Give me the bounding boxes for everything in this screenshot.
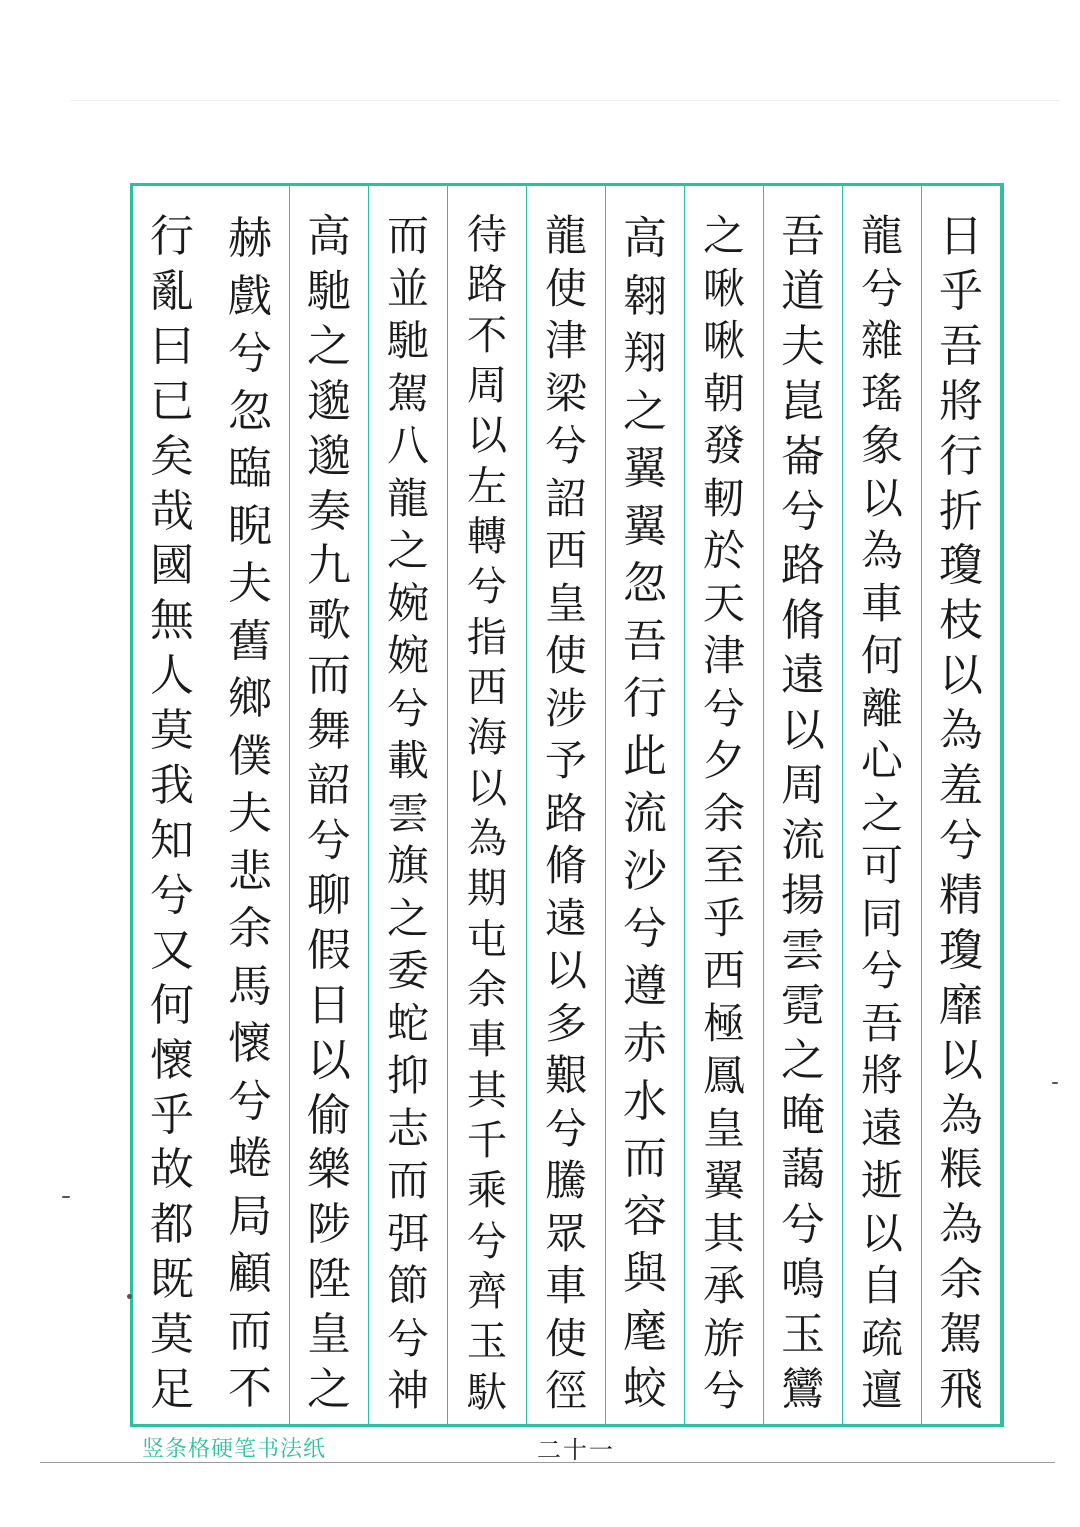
handwritten-character: 沙 [623,845,667,897]
handwritten-character: 蛇 [386,998,429,1048]
column-text [922,210,1000,1418]
handwritten-character: 鳴 [781,1254,825,1306]
handwritten-character: 邈 [307,375,351,427]
handwritten-character: 蜷 [228,1133,272,1185]
handwritten-character: 周 [781,760,825,812]
handwritten-character: 偷 [307,1089,351,1141]
handwritten-character: 兮 [781,485,825,537]
handwritten-character: 千 [466,1117,508,1164]
handwritten-character: 流 [781,814,825,866]
handwritten-character: 遠 [860,1103,903,1153]
handwritten-character: 雜 [860,316,903,366]
handwritten-character: 而 [386,1156,429,1206]
column-text [527,210,605,1418]
handwritten-character: 僕 [228,730,272,782]
handwritten-character: 婉 [386,631,429,681]
handwritten-character: 津 [702,631,745,681]
handwritten-character: 西 [544,526,587,576]
handwritten-character: 龍 [386,473,429,523]
handwritten-character: 吾 [939,320,983,372]
handwritten-character: 駕 [939,1309,983,1361]
handwritten-character: 九 [307,540,351,592]
handwritten-character: 翱 [623,270,667,322]
grid-column [290,186,369,1424]
handwritten-character: 節 [386,1261,429,1311]
handwritten-character: 以 [466,765,508,812]
handwritten-character: 乎 [702,893,745,943]
handwritten-character: 兮 [544,421,587,471]
handwritten-character: 臨 [228,443,272,495]
handwritten-character: 以 [544,946,587,996]
handwritten-character: 騰 [544,1156,587,1206]
grid-column [527,186,606,1424]
scan-speck [127,1294,132,1299]
handwritten-character: 遠 [544,893,587,943]
grid-column [764,186,843,1424]
handwritten-character: 皇 [702,1103,745,1153]
handwritten-character: 忽 [228,385,272,437]
handwritten-character: 吾 [860,998,903,1048]
handwritten-character: 為 [939,705,983,757]
handwritten-character: 詔 [544,473,587,523]
handwritten-character: 陟 [307,1199,351,1251]
handwritten-character: 至 [702,841,745,891]
handwritten-character: 之 [386,893,429,943]
handwritten-character: 神 [386,1366,429,1416]
handwritten-character: 故 [150,1144,194,1196]
handwritten-character: 人 [150,650,194,702]
handwritten-character: 予 [544,736,587,786]
handwritten-character: 乘 [466,1168,508,1215]
handwritten-character: 瓊 [939,540,983,592]
handwritten-character: 將 [939,375,983,427]
handwritten-character: 發 [702,421,745,471]
handwritten-character: 而 [386,211,429,260]
handwritten-character: 逝 [860,1156,903,1206]
column-text [133,210,211,1418]
handwritten-character: 涉 [544,683,587,733]
handwritten-character: 揚 [781,869,825,921]
handwritten-character: 志 [386,1103,429,1153]
handwritten-character: 婉 [386,578,429,628]
column-text [369,210,447,1418]
handwritten-character: 舊 [228,615,272,667]
handwritten-character: 為 [939,1089,983,1141]
handwritten-character: 使 [544,1313,587,1363]
handwritten-character: 梁 [544,368,587,418]
handwritten-character: 國 [150,540,194,592]
handwritten-character: 兮 [702,683,745,733]
handwritten-character: 乎 [939,265,983,317]
scan-speck [1052,1082,1058,1084]
handwritten-character: 容 [623,1190,667,1242]
handwritten-character: 蛟 [623,1363,667,1415]
grid-column [133,186,211,1424]
handwritten-character: 翼 [623,500,667,552]
handwritten-character: 崑 [781,375,825,427]
handwritten-character: 翼 [623,443,667,495]
paper-type-label: 竖条格硬笔书法纸 [142,1437,327,1462]
handwritten-character: 而 [623,1133,667,1185]
handwritten-character: 兮 [150,869,194,921]
handwritten-character: 路 [781,540,825,592]
handwritten-character: 馬 [228,960,272,1012]
handwritten-character: 左 [466,463,508,510]
handwritten-character: 吾 [781,211,825,262]
handwritten-character: 之 [307,1364,351,1416]
column-text [448,210,526,1418]
handwritten-character: 瓊 [939,924,983,976]
handwritten-character: 而 [228,1305,272,1357]
handwritten-character: 以 [939,1034,983,1086]
handwritten-character: 夫 [781,320,825,372]
handwritten-character: 以 [466,413,508,460]
handwritten-character: 皇 [544,578,587,628]
handwritten-character: 屯 [466,916,508,963]
handwritten-character: 行 [150,211,194,262]
handwritten-character: 夫 [228,788,272,840]
handwritten-character: 兮 [386,1313,429,1363]
handwritten-character: 徑 [544,1366,587,1416]
handwritten-character: 聊 [307,869,351,921]
column-text [843,210,921,1418]
handwritten-character: 高 [623,213,667,264]
column-text [606,210,684,1418]
handwritten-character: 余 [466,966,508,1013]
handwritten-character: 假 [307,924,351,976]
handwritten-character: 之 [307,320,351,372]
handwritten-character: 西 [466,664,508,711]
handwritten-character: 齊 [466,1268,508,1315]
handwritten-character: 馳 [386,316,429,366]
handwritten-character: 陞 [307,1254,351,1306]
handwritten-character: 津 [544,316,587,366]
handwritten-character: 何 [860,631,903,681]
handwritten-character: 朝 [702,368,745,418]
handwritten-character: 旗 [386,841,429,891]
handwritten-character: 駕 [386,368,429,418]
scan-edge-top [70,100,1060,101]
handwritten-character: 軔 [702,473,745,523]
handwritten-character: 指 [466,614,508,661]
handwritten-character: 莫 [150,705,194,757]
handwritten-character: 羞 [939,760,983,812]
handwritten-character: 鳳 [702,1051,745,1101]
handwritten-character: 赫 [228,213,272,264]
handwritten-character: 可 [860,841,903,891]
handwritten-character: 日 [307,979,351,1031]
handwritten-character: 兮 [544,1103,587,1153]
handwritten-character: 車 [544,1261,587,1311]
handwritten-character: 枝 [939,595,983,647]
handwritten-character: 之 [781,1034,825,1086]
handwritten-character: 此 [623,730,667,782]
handwritten-character: 將 [860,1051,903,1101]
handwritten-character: 莫 [150,1309,194,1361]
column-text [685,210,763,1418]
handwritten-character: 悲 [228,845,272,897]
handwritten-character: 高 [307,211,351,262]
handwritten-character: 載 [386,736,429,786]
handwritten-character: 曰 [150,320,194,372]
handwritten-character: 不 [228,1363,272,1415]
scan-edge-bottom [40,1462,1055,1463]
handwritten-character: 弭 [386,1208,429,1258]
handwritten-character: 脩 [544,841,587,891]
handwritten-character: 兮 [228,1075,272,1127]
page-number: 二十一 [537,1436,615,1464]
handwritten-character: 路 [466,262,508,309]
handwritten-character: 期 [466,866,508,913]
handwritten-character: 極 [702,998,745,1048]
handwritten-character: 自 [860,1261,903,1311]
handwritten-character: 其 [466,1067,508,1114]
handwritten-character: 都 [150,1199,194,1251]
handwritten-character: 艱 [544,1051,587,1101]
calligraphy-grid [130,183,1004,1427]
handwritten-character: 麾 [623,1305,667,1357]
handwritten-character: 哉 [150,485,194,537]
handwritten-character: 邈 [307,430,351,482]
handwritten-character: 為 [860,526,903,576]
handwritten-character: 懷 [150,1034,194,1086]
handwritten-character: 足 [150,1364,194,1416]
handwritten-character: 夕 [702,736,745,786]
handwritten-character: 吾 [623,615,667,667]
handwritten-character: 兮 [939,814,983,866]
handwritten-character: 兮 [228,328,272,380]
handwritten-character: 以 [939,650,983,702]
handwritten-character: 以 [860,1208,903,1258]
handwritten-character: 粻 [939,1144,983,1196]
handwritten-character: 多 [544,998,587,1048]
handwritten-character: 余 [228,903,272,955]
handwritten-character: 崙 [781,430,825,482]
grid-column [211,186,290,1424]
handwritten-character: 遵 [623,960,667,1012]
handwritten-character: 眾 [544,1208,587,1258]
handwritten-character: 待 [466,212,508,258]
handwritten-character: 兮 [860,946,903,996]
grid-column [843,186,922,1424]
handwritten-character: 睨 [228,500,272,552]
handwritten-character: 顧 [228,1248,272,1300]
handwritten-character: 兮 [386,683,429,733]
handwritten-character: 雲 [386,788,429,838]
handwritten-character: 轉 [466,513,508,560]
handwritten-character: 流 [623,788,667,840]
handwritten-character: 兮 [781,1199,825,1251]
handwritten-character: 使 [544,263,587,313]
handwritten-character: 與 [623,1248,667,1300]
handwritten-character: 無 [150,595,194,647]
handwritten-character: 兮 [466,1218,508,1265]
handwritten-character: 海 [466,715,508,762]
grid-column [448,186,527,1424]
handwritten-character: 矣 [150,430,194,482]
handwritten-character: 翔 [623,328,667,380]
handwritten-character: 路 [544,788,587,838]
handwritten-character: 又 [150,924,194,976]
handwritten-character: 邅 [860,1366,903,1416]
handwritten-character: 西 [702,946,745,996]
handwritten-character: 之 [623,385,667,437]
handwritten-character: 雲 [781,924,825,976]
handwritten-character: 疏 [860,1313,903,1363]
handwritten-character: 鸞 [781,1364,825,1416]
handwritten-character: 承 [702,1261,745,1311]
handwritten-character: 兮 [466,564,508,611]
handwritten-character: 瑤 [860,368,903,418]
handwritten-character: 折 [939,485,983,537]
handwritten-character: 知 [150,814,194,866]
grid-column [922,186,1001,1424]
handwritten-character: 龍 [860,211,903,260]
handwritten-character: 之 [860,788,903,838]
handwritten-character: 兮 [702,1366,745,1416]
handwritten-character: 日 [939,211,983,262]
handwritten-character: 戲 [228,270,272,322]
handwritten-character: 靡 [939,979,983,1031]
handwritten-character: 並 [386,263,429,313]
handwritten-character: 啾 [702,316,745,366]
handwritten-character: 馳 [307,265,351,317]
grid-column [369,186,448,1424]
handwritten-character: 天 [702,578,745,628]
handwritten-character: 以 [307,1034,351,1086]
handwritten-character: 亂 [150,265,194,317]
handwritten-character: 委 [386,946,429,996]
grid-column [606,186,685,1424]
handwritten-character: 藹 [781,1144,825,1196]
handwritten-character: 道 [781,265,825,317]
grid-column [685,186,764,1424]
handwritten-character: 玉 [781,1309,825,1361]
handwritten-character: 不 [466,312,508,359]
handwritten-character: 馱 [466,1369,508,1416]
handwritten-character: 乎 [150,1089,194,1141]
handwritten-character: 以 [781,705,825,757]
handwritten-character: 赤 [623,1018,667,1070]
handwritten-character: 心 [860,736,903,786]
handwritten-character: 歌 [307,595,351,647]
handwritten-character: 兮 [623,903,667,955]
handwritten-character: 已 [150,375,194,427]
handwritten-character: 之 [386,526,429,576]
handwritten-character: 周 [466,362,508,409]
handwritten-character: 之 [702,211,745,260]
scan-speck [62,1196,70,1198]
handwritten-character: 龍 [544,211,587,260]
handwritten-character: 離 [860,683,903,733]
handwritten-character: 車 [466,1017,508,1064]
handwritten-character: 余 [702,788,745,838]
handwritten-character: 為 [939,1199,983,1251]
handwritten-character: 同 [860,893,903,943]
handwritten-character: 霓 [781,979,825,1031]
handwritten-character: 行 [939,430,983,482]
handwritten-character: 兮 [860,263,903,313]
handwritten-character: 舞 [307,705,351,757]
handwritten-character: 其 [702,1208,745,1258]
handwritten-character: 晻 [781,1089,825,1141]
handwritten-character: 既 [150,1254,194,1306]
handwritten-character: 抑 [386,1051,429,1101]
handwritten-character: 精 [939,869,983,921]
handwritten-character: 以 [860,473,903,523]
handwritten-character: 余 [939,1254,983,1306]
handwritten-character: 翼 [702,1156,745,1206]
handwritten-character: 懷 [228,1018,272,1070]
handwritten-character: 何 [150,979,194,1031]
handwritten-character: 樂 [307,1144,351,1196]
column-text [290,210,368,1418]
column-text [211,210,289,1418]
handwritten-character: 水 [623,1075,667,1127]
handwritten-character: 我 [150,760,194,812]
handwritten-character: 脩 [781,595,825,647]
handwritten-character: 兮 [307,814,351,866]
handwritten-character: 玉 [466,1319,508,1366]
handwritten-character: 飛 [939,1364,983,1416]
handwritten-character: 啾 [702,263,745,313]
handwritten-character: 於 [702,526,745,576]
handwritten-character: 車 [860,578,903,628]
handwritten-character: 忽 [623,558,667,610]
handwritten-character: 夫 [228,558,272,610]
handwritten-character: 象 [860,421,903,471]
column-text [764,210,842,1418]
handwritten-character: 鄉 [228,673,272,725]
handwritten-character: 而 [307,650,351,702]
handwritten-character: 局 [228,1190,272,1242]
handwritten-character: 奏 [307,485,351,537]
handwritten-character: 使 [544,631,587,681]
handwritten-character: 遠 [781,650,825,702]
handwritten-character: 旂 [702,1313,745,1363]
handwritten-character: 八 [386,421,429,471]
handwritten-character: 韶 [307,760,351,812]
handwritten-character: 行 [623,673,667,725]
handwritten-character: 皇 [307,1309,351,1361]
handwritten-character: 為 [466,815,508,862]
